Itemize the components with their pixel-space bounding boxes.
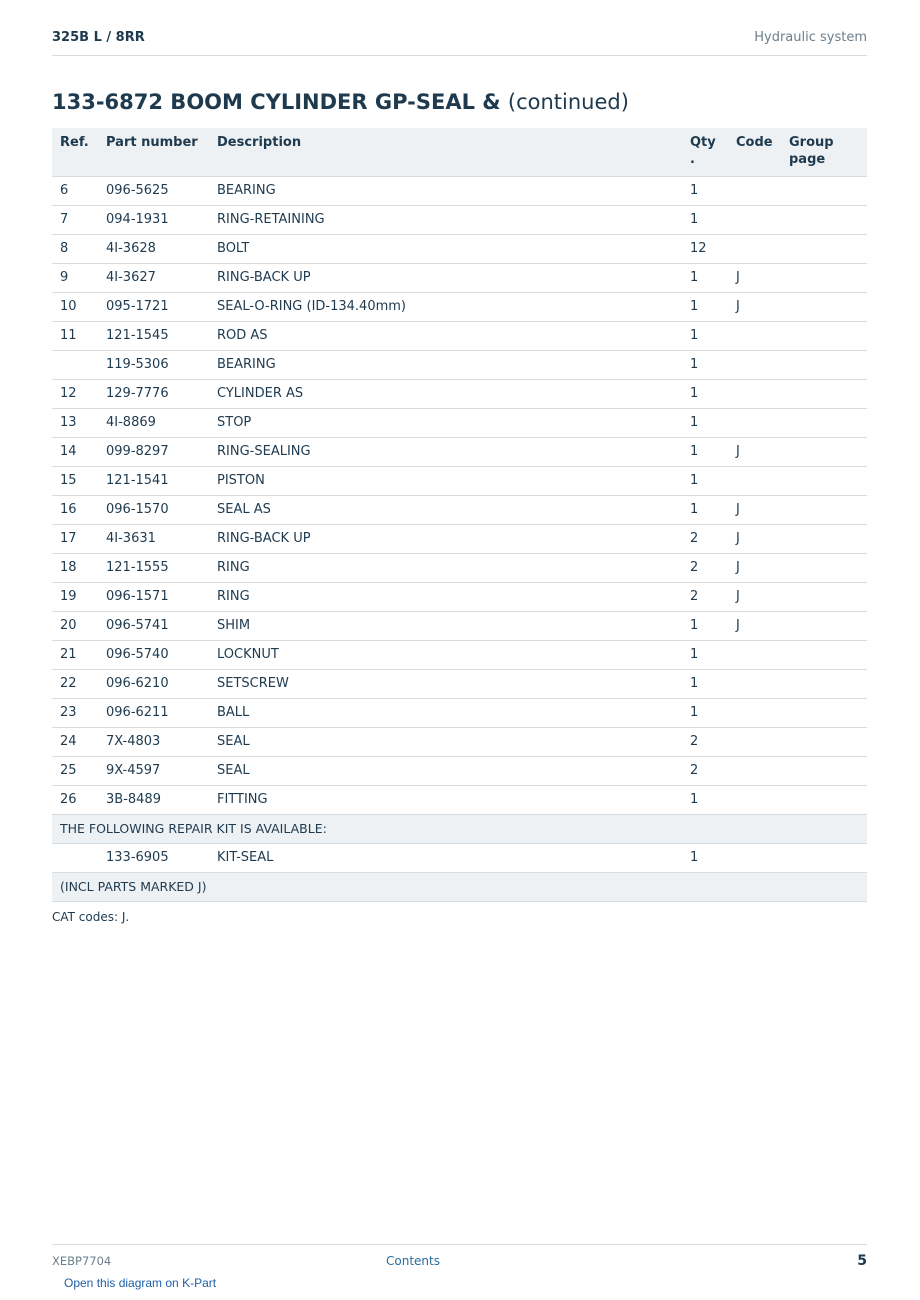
ref-cell: 23	[52, 699, 98, 728]
ref-cell: 20	[52, 612, 98, 641]
description-cell: SEAL	[209, 728, 682, 757]
group-page-cell	[781, 786, 867, 815]
part-number-cell: 096-1571	[98, 583, 209, 612]
description-cell: BEARING	[209, 351, 682, 380]
ref-cell: 9	[52, 264, 98, 293]
description-cell: LOCKNUT	[209, 641, 682, 670]
code-cell: J	[728, 554, 781, 583]
ref-cell: 15	[52, 467, 98, 496]
part-number-cell: 4I-3631	[98, 525, 209, 554]
ref-cell: 11	[52, 322, 98, 351]
description-cell: RING-SEALING	[209, 438, 682, 467]
group-page-cell	[781, 235, 867, 264]
qty-cell: 2	[682, 554, 728, 583]
table-row	[52, 728, 867, 757]
description-cell: SHIM	[209, 612, 682, 641]
description-cell: RING-BACK UP	[209, 264, 682, 293]
qty-cell: 1	[682, 380, 728, 409]
qty-cell: 2	[682, 525, 728, 554]
ref-cell	[52, 351, 98, 380]
description-cell: ROD AS	[209, 322, 682, 351]
qty-cell: 1	[682, 438, 728, 467]
part-number-cell: 096-5625	[98, 177, 209, 206]
table-row	[52, 235, 867, 264]
included-parts-note	[52, 873, 867, 902]
table-row	[52, 641, 867, 670]
code-cell: J	[728, 293, 781, 322]
part-number-cell: 4I-3628	[98, 235, 209, 264]
qty-cell: 1	[682, 670, 728, 699]
table-row	[52, 409, 867, 438]
table-row	[52, 844, 867, 873]
description-cell: SEAL AS	[209, 496, 682, 525]
group-page-cell	[781, 699, 867, 728]
qty-cell: 1	[682, 641, 728, 670]
part-number-cell: 096-1570	[98, 496, 209, 525]
description-cell: RING	[209, 583, 682, 612]
table-row	[52, 583, 867, 612]
code-cell	[728, 322, 781, 351]
group-page-cell	[781, 177, 867, 206]
parts-table	[52, 128, 867, 902]
part-number-cell: 099-8297	[98, 438, 209, 467]
col-header-ref: Ref.	[52, 128, 98, 177]
code-cell	[728, 728, 781, 757]
group-page-cell	[781, 380, 867, 409]
ref-cell	[52, 844, 98, 873]
table-row	[52, 380, 867, 409]
code-cell	[728, 844, 781, 873]
code-cell	[728, 699, 781, 728]
page-number: 5	[857, 1253, 867, 1269]
part-number-cell: 096-5741	[98, 612, 209, 641]
ref-cell: 10	[52, 293, 98, 322]
ref-cell: 12	[52, 380, 98, 409]
qty-cell: 1	[682, 293, 728, 322]
page-title	[52, 90, 629, 114]
part-number-cell: 7X-4803	[98, 728, 209, 757]
table-row	[52, 786, 867, 815]
title-main: 133-6872 BOOM CYLINDER GP-SEAL &	[52, 90, 501, 114]
group-page-cell	[781, 757, 867, 786]
page-header	[52, 28, 867, 56]
qty-cell: 1	[682, 264, 728, 293]
part-number-cell: 3B-8489	[98, 786, 209, 815]
group-page-cell	[781, 496, 867, 525]
code-cell	[728, 380, 781, 409]
group-page-cell	[781, 583, 867, 612]
code-cell: J	[728, 583, 781, 612]
ref-cell: 19	[52, 583, 98, 612]
qty-cell: 1	[682, 496, 728, 525]
description-cell: BOLT	[209, 235, 682, 264]
table-row	[52, 525, 867, 554]
ref-cell: 24	[52, 728, 98, 757]
code-cell	[728, 786, 781, 815]
group-page-cell	[781, 612, 867, 641]
description-cell: SETSCREW	[209, 670, 682, 699]
qty-cell: 1	[682, 409, 728, 438]
description-cell: CYLINDER AS	[209, 380, 682, 409]
qty-cell: 2	[682, 583, 728, 612]
table-row	[52, 554, 867, 583]
table-row	[52, 177, 867, 206]
table-row	[52, 699, 867, 728]
part-number-cell: 096-6211	[98, 699, 209, 728]
part-number-cell: 4I-3627	[98, 264, 209, 293]
part-number-cell: 121-1541	[98, 467, 209, 496]
part-number-cell: 9X-4597	[98, 757, 209, 786]
group-page-cell	[781, 844, 867, 873]
group-page-cell	[781, 670, 867, 699]
group-page-cell	[781, 554, 867, 583]
code-cell: J	[728, 525, 781, 554]
table-row	[52, 612, 867, 641]
part-number-cell: 095-1721	[98, 293, 209, 322]
machine-model: 325B L / 8RR	[52, 30, 145, 45]
qty-cell: 1	[682, 322, 728, 351]
code-cell	[728, 757, 781, 786]
group-page-cell	[781, 293, 867, 322]
table-row	[52, 351, 867, 380]
document-id: XEBP7704	[52, 1254, 112, 1268]
description-cell: BALL	[209, 699, 682, 728]
ref-cell: 8	[52, 235, 98, 264]
col-header-code: Code	[728, 128, 781, 177]
part-number-cell: 121-1545	[98, 322, 209, 351]
description-cell: FITTING	[209, 786, 682, 815]
description-cell: PISTON	[209, 467, 682, 496]
code-cell	[728, 670, 781, 699]
ref-cell: 16	[52, 496, 98, 525]
group-page-cell	[781, 438, 867, 467]
qty-cell: 2	[682, 757, 728, 786]
part-number-cell: 4I-8869	[98, 409, 209, 438]
col-header-part-number: Part number	[98, 128, 209, 177]
ref-cell: 17	[52, 525, 98, 554]
section-name: Hydraulic system	[754, 30, 867, 45]
code-cell: J	[728, 612, 781, 641]
table-row	[52, 264, 867, 293]
code-cell: J	[728, 438, 781, 467]
group-page-cell	[781, 322, 867, 351]
table-row	[52, 757, 867, 786]
part-number-cell: 119-5306	[98, 351, 209, 380]
code-cell	[728, 351, 781, 380]
col-header-description: Description	[209, 128, 682, 177]
included-parts-note-text: (INCL PARTS MARKED J)	[52, 873, 867, 902]
part-number-cell: 121-1555	[98, 554, 209, 583]
col-header-group-page: Group page	[781, 128, 867, 177]
ref-cell: 25	[52, 757, 98, 786]
parts-table-body	[52, 177, 867, 902]
description-cell: SEAL	[209, 757, 682, 786]
ref-cell: 26	[52, 786, 98, 815]
code-cell	[728, 206, 781, 235]
description-cell: RING-RETAINING	[209, 206, 682, 235]
table-row	[52, 293, 867, 322]
code-cell	[728, 409, 781, 438]
ref-cell: 14	[52, 438, 98, 467]
ref-cell: 22	[52, 670, 98, 699]
part-number-cell: 129-7776	[98, 380, 209, 409]
code-cell: J	[728, 496, 781, 525]
qty-cell: 1	[682, 351, 728, 380]
repair-kit-note	[52, 815, 867, 844]
code-cell	[728, 235, 781, 264]
qty-cell: 1	[682, 206, 728, 235]
group-page-cell	[781, 206, 867, 235]
part-number-cell: 094-1931	[98, 206, 209, 235]
table-row	[52, 496, 867, 525]
cat-codes-note: CAT codes: J.	[52, 910, 130, 924]
repair-kit-note-text: THE FOLLOWING REPAIR KIT IS AVAILABLE:	[52, 815, 867, 844]
qty-cell: 1	[682, 844, 728, 873]
group-page-cell	[781, 264, 867, 293]
contents-link[interactable]: Contents	[386, 1254, 440, 1268]
qty-cell: 12	[682, 235, 728, 264]
open-in-kpart-link[interactable]: Open this diagram on K-Part	[64, 1276, 217, 1290]
ref-cell: 7	[52, 206, 98, 235]
code-cell: J	[728, 264, 781, 293]
description-cell: RING	[209, 554, 682, 583]
table-row	[52, 438, 867, 467]
qty-cell: 1	[682, 467, 728, 496]
qty-cell: 1	[682, 699, 728, 728]
part-number-cell: 096-5740	[98, 641, 209, 670]
qty-cell: 1	[682, 786, 728, 815]
group-page-cell	[781, 728, 867, 757]
qty-cell: 2	[682, 728, 728, 757]
description-cell: STOP	[209, 409, 682, 438]
group-page-cell	[781, 641, 867, 670]
group-page-cell	[781, 409, 867, 438]
table-row	[52, 670, 867, 699]
ref-cell: 21	[52, 641, 98, 670]
table-header-row	[52, 128, 867, 177]
title-suffix: (continued)	[507, 90, 629, 114]
qty-cell: 1	[682, 612, 728, 641]
table-row	[52, 322, 867, 351]
ref-cell: 13	[52, 409, 98, 438]
table-row	[52, 206, 867, 235]
group-page-cell	[781, 525, 867, 554]
code-cell	[728, 641, 781, 670]
code-cell	[728, 177, 781, 206]
code-cell	[728, 467, 781, 496]
ref-cell: 6	[52, 177, 98, 206]
description-cell: KIT-SEAL	[209, 844, 682, 873]
ref-cell: 18	[52, 554, 98, 583]
description-cell: RING-BACK UP	[209, 525, 682, 554]
qty-cell: 1	[682, 177, 728, 206]
part-number-cell: 133-6905	[98, 844, 209, 873]
description-cell: SEAL-O-RING (ID-134.40mm)	[209, 293, 682, 322]
group-page-cell	[781, 351, 867, 380]
part-number-cell: 096-6210	[98, 670, 209, 699]
group-page-cell	[781, 467, 867, 496]
description-cell: BEARING	[209, 177, 682, 206]
col-header-qty: Qty .	[682, 128, 728, 177]
page-footer	[52, 1244, 867, 1275]
table-row	[52, 467, 867, 496]
